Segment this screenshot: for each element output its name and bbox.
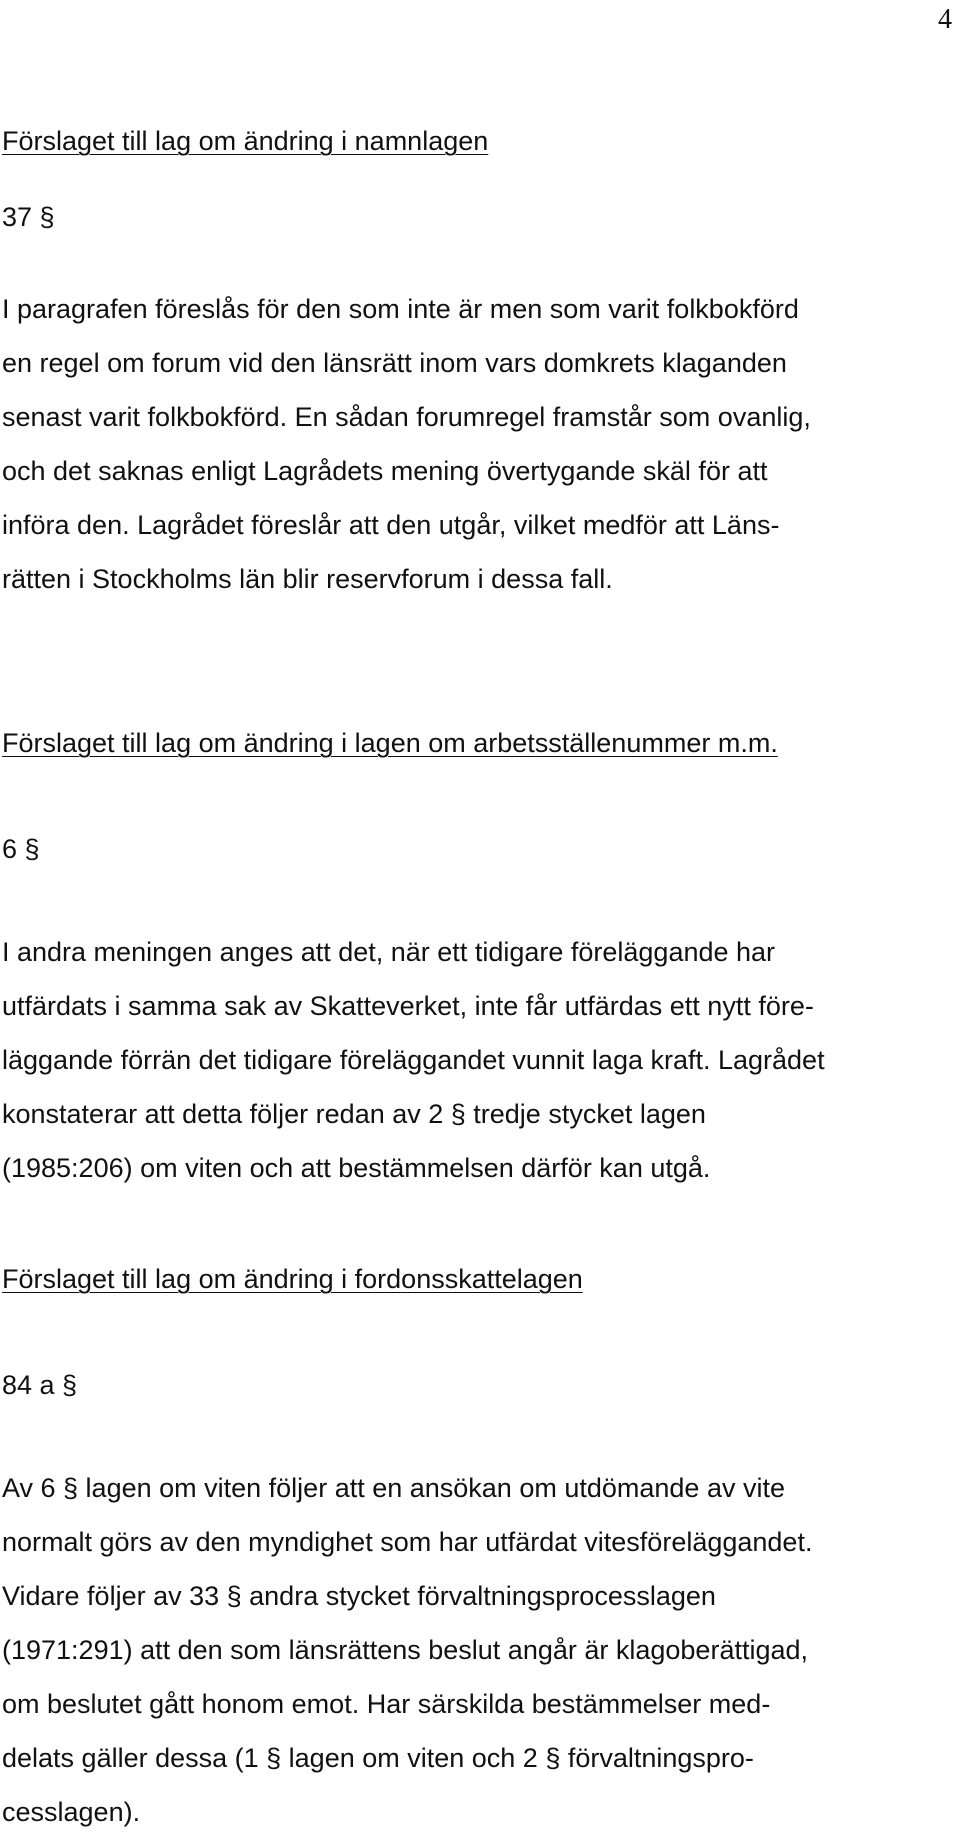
- text-line: cesslagen).: [2, 1797, 141, 1827]
- text-line: rätten i Stockholms län blir reservforum i dessa fall.: [2, 564, 613, 594]
- text-line: utfärdats i samma sak av Skatteverket, inte får utfärdas ett nytt före-: [2, 991, 814, 1021]
- text-line: normalt görs av den myndighet som har utfärdat vitesföreläggandet.: [2, 1527, 813, 1557]
- text-line: (1985:206) om viten och att bestämmelsen därför kan utgå.: [2, 1153, 711, 1183]
- section-heading-fordonsskattelagen: Förslaget till lag om ändring i fordonsskattelagen: [2, 1264, 583, 1294]
- text-line: konstaterar att detta följer redan av 2 § tredje stycket lagen: [2, 1099, 706, 1129]
- paragraph-number: 37 §: [2, 202, 55, 232]
- paragraph-text: [2, 282, 942, 606]
- text-line: Av 6 § lagen om viten följer att en ansökan om utdömande av vite: [2, 1473, 785, 1503]
- section-heading-namnlagen: Förslaget till lag om ändring i namnlagen: [2, 126, 489, 156]
- paragraph-number: 84 a §: [2, 1370, 78, 1400]
- text-line: (1971:291) att den som länsrättens beslut angår är klagoberättigad,: [2, 1635, 809, 1665]
- text-line: införa den. Lagrådet föreslår att den utgår, vilket medför att Läns-: [2, 510, 780, 540]
- page-number: 4: [938, 4, 952, 35]
- paragraph-text: [2, 1461, 942, 1839]
- text-line: delats gäller dessa (1 § lagen om viten och 2 § förvaltningspro-: [2, 1743, 754, 1773]
- section-heading-arbetsstallenummer: Förslaget till lag om ändring i lagen om arbetsställenummer m.m.: [2, 728, 778, 758]
- text-line: läggande förrän det tidigare föreläggandet vunnit laga kraft. Lagrådet: [2, 1045, 825, 1075]
- paragraph-number: 6 §: [2, 834, 40, 864]
- text-line: I paragrafen föreslås för den som inte är men som varit folkbokförd: [2, 294, 799, 324]
- paragraph-text: [2, 925, 942, 1195]
- text-line: och det saknas enligt Lagrådets mening övertygande skäl för att: [2, 456, 768, 486]
- text-line: en regel om forum vid den länsrätt inom vars domkrets klaganden: [2, 348, 787, 378]
- text-line: om beslutet gått honom emot. Har särskilda bestämmelser med-: [2, 1689, 771, 1719]
- text-line: I andra meningen anges att det, när ett tidigare föreläggande har: [2, 937, 776, 967]
- text-line: senast varit folkbokförd. En sådan forumregel framstår som ovanlig,: [2, 402, 811, 432]
- text-line: Vidare följer av 33 § andra stycket förvaltningsprocesslagen: [2, 1581, 716, 1611]
